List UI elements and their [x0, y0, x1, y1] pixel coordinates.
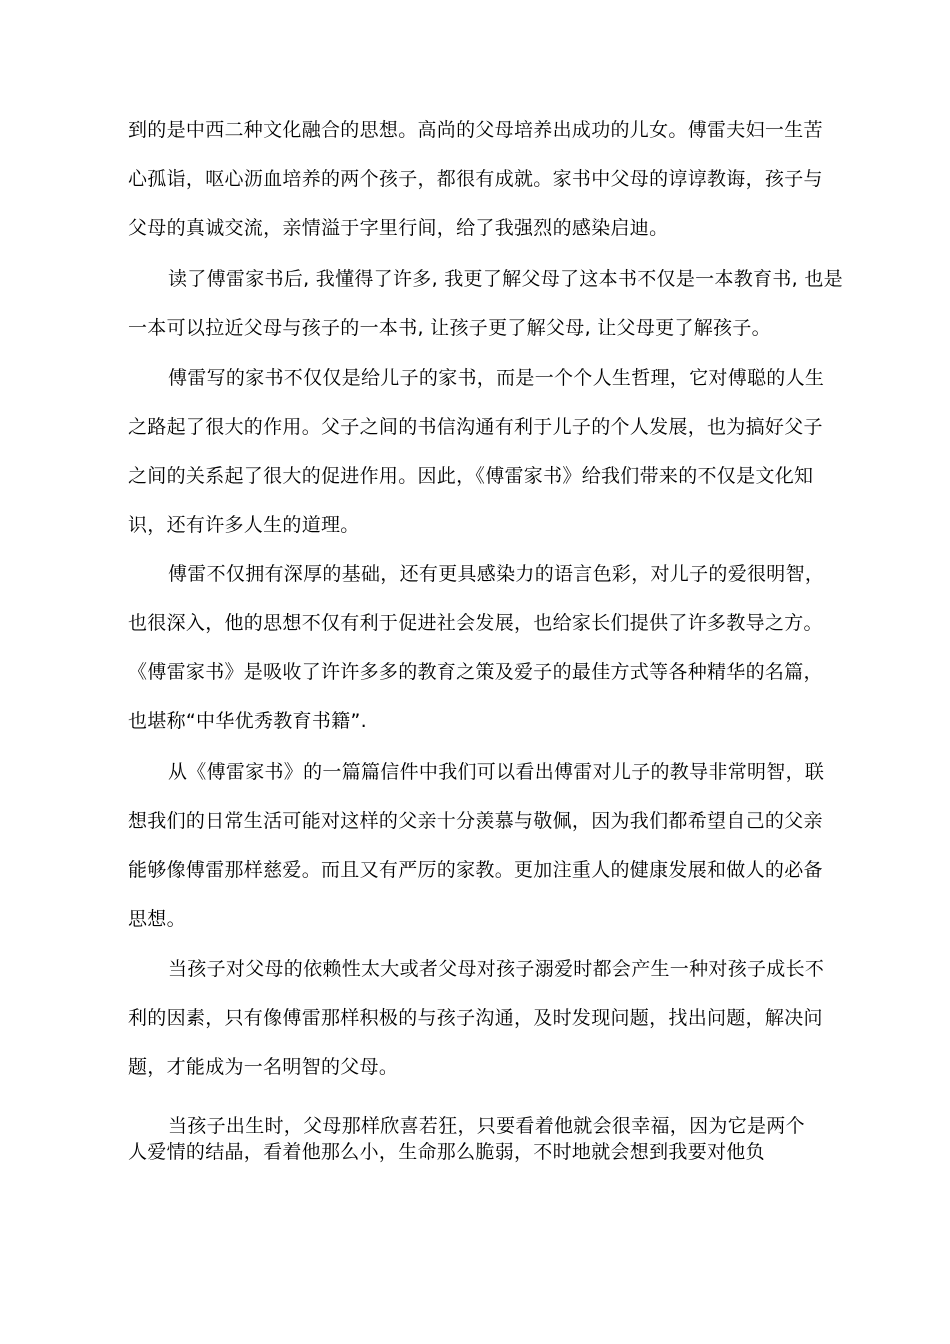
text-line: 一本可以拉近父母与孩子的一本书, 让孩子更了解父母, 让父母更了解孩子。 — [128, 317, 771, 339]
text-line: 能够像傅雷那样慈爱。而且又有严厉的家教。更加注重人的健康发展和做人的必备 — [128, 859, 823, 881]
text-line: 利的因素，只有像傅雷那样积极的与孩子沟通，及时发现问题，找出问题，解决问 — [128, 1007, 823, 1029]
paragraph-7 — [128, 1113, 828, 1165]
text-line: 识，还有许多人生的道理。 — [128, 514, 360, 536]
text-line: 傅雷不仅拥有深厚的基础，还有更具感染力的语言色彩，对儿子的爱很明智， — [168, 563, 825, 585]
text-line: 傅雷写的家书不仅仅是给儿子的家书，而是一个个人生哲理，它对傅聪的人生 — [168, 367, 825, 389]
text-line: 父母的真诚交流，亲情溢于字里行间，给了我强烈的感染启迪。 — [128, 217, 669, 239]
text-line: 之路起了很大的作用。父子之间的书信沟通有利于儿子的个人发展，也为搞好父子 — [128, 416, 823, 438]
paragraph-3 — [128, 354, 828, 550]
text-line: 到的是中西二种文化融合的思想。高尚的父母培养出成功的儿女。傅雷夫妇一生苦 — [128, 119, 823, 141]
text-line: 题，才能成为一名明智的父母。 — [128, 1056, 399, 1078]
paragraph-2 — [128, 255, 843, 353]
paragraph-1 — [128, 106, 828, 253]
text-line: 也堪称“中华优秀教育书籍”. — [128, 710, 367, 732]
text-line: 想我们的日常生活可能对这样的父亲十分羡慕与敬佩，因为我们都希望自己的父亲 — [128, 810, 823, 832]
text-line: 心孤诣，呕心沥血培养的两个孩子，都很有成就。家书中父母的谆谆教诲，孩子与 — [128, 168, 823, 190]
paragraph-5 — [128, 748, 828, 944]
paragraph-4 — [128, 550, 828, 746]
text-line: 从《傅雷家书》的一篇篇信件中我们可以看出傅雷对儿子的教导非常明智，联 — [168, 761, 825, 783]
text-line: 读了傅雷家书后, 我懂得了许多, 我更了解父母了这本书不仅是一本教育书, 也是 — [168, 268, 843, 290]
text-line: 当孩子出生时，父母那样欣喜若狂，只要看着他就会很幸福，因为它是两个 — [168, 1115, 805, 1137]
text-line: 之间的关系起了很大的促进作用。因此，《傅雷家书》给我们带来的不仅是文化知 — [128, 465, 814, 487]
text-line: 人爱情的结晶，看着他那么小，生命那么脆弱，不时地就会想到我要对他负 — [128, 1141, 765, 1163]
text-line: 也很深入，他的思想不仅有利于促进社会发展，也给家长们提供了许多教导之方。 — [128, 612, 823, 634]
text-line: 思想。 — [128, 908, 186, 930]
paragraph-6 — [128, 945, 828, 1092]
text-line: 《傅雷家书》是吸收了许许多多的教育之策及爱子的最佳方式等各种精华的名篇， — [128, 661, 823, 683]
text-line: 当孩子对父母的依赖性太大或者父母对孩子溺爱时都会产生一种对孩子成长不 — [168, 958, 825, 980]
